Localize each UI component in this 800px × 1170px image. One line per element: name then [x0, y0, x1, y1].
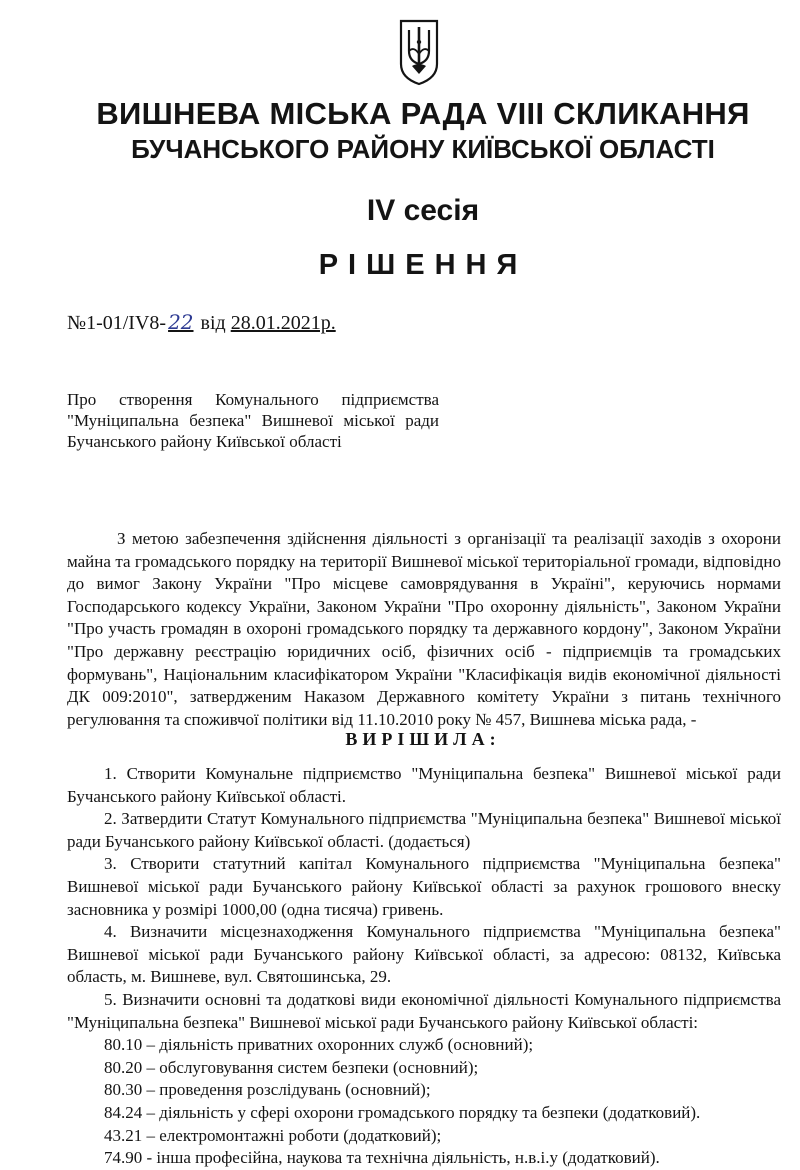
- activity-code-item: 80.30 – проведення розслідувань (основний);: [104, 1080, 431, 1100]
- activity-code-item: 84.24 – діяльність у сфері охорони громадського порядку та безпеки (додатковий).: [104, 1102, 701, 1122]
- decision-item: 4. Визначити місцезнаходження Комунального підприємства "Муніципальна безпека" Вишневої міської ради Бучанського району Київської області, за адресою: 08132, Київська область, м. Вишневе, вул. Святошинська, 29.: [67, 922, 781, 987]
- trident-coat-of-arms-icon: [398, 18, 440, 86]
- decision-subject: Про створення Комунального підприємства "Муніципальна безпека" Вишневої міської ради Бучанського району Київської області: [67, 390, 439, 451]
- handwritten-number: 22: [168, 310, 194, 334]
- activity-code-item: 43.21 – електромонтажні роботи (додатковий);: [104, 1125, 442, 1145]
- council-title: ВИШНЕВА МІСЬКА РАДА VIII СКЛИКАННЯ: [96, 96, 750, 131]
- session-label: IV сесія: [366, 194, 480, 227]
- document-date: 28.01.2021р.: [230, 312, 336, 334]
- decision-title: РІШЕННЯ: [318, 249, 528, 281]
- decision-item: 3. Створити статутний капітал Комунального підприємства "Муніципальна безпека" Вишневої міської ради Бучанського району Київської області за рахунок грошового внеску засновника у розмірі 1000,00 (одна тисяча) гривень.: [67, 854, 781, 919]
- decision-item: 2. Затвердити Статут Комунального підприємства "Муніципальна безпека" Вишневої міської ради Бучанського району Київської області. (додається): [67, 809, 781, 851]
- decision-item: 5. Визначити основні та додаткові види економічної діяльності Комунального підприємства "Муніципальна безпека" Вишневої міської ради Бучанського району Київської області:: [67, 989, 781, 1032]
- preamble-paragraph: З метою забезпечення здійснення діяльності з організації та реалізації заходів з охорони майна та громадського порядку на території Вишневої міської територіальної громади, відповідно до вимог Закону України "Про місцеве самоврядування в Україні", керуючись нормами Господарського кодексу України, Законом України "Про охоронну діяльність", Законом України "Про участь громадян в охороні громадського порядку та державного кордону", Законом України "Про державну реєстрацію юридичних осіб, фізичних осіб - підприємців та громадських формувань", Національним класифікатором України "Класифікація видів економічної діяльності ДК 009:2010", затвердженим Наказом Державного комітету України з питань технічного регулювання та споживчої політики від 11.10.2010 року № 457, Вишнева міська рада, -: [67, 529, 781, 729]
- resolved-heading: ВИРІШИЛА:: [345, 729, 501, 749]
- activity-code-item: 74.90 - інша професійна, наукова та технічна діяльність, н.в.і.у (додатковий).: [104, 1148, 660, 1168]
- decision-items: [67, 763, 781, 1170]
- date-word: від: [200, 312, 226, 334]
- activity-code-item: 80.10 – діяльність приватних охоронних служб (основний);: [104, 1035, 534, 1055]
- document-number-line: [67, 310, 336, 335]
- activity-code-item: 80.20 – обслуговування систем безпеки (основний);: [104, 1057, 479, 1077]
- document-number-prefix: №1-01/IV8-: [67, 312, 167, 334]
- activity-codes-list: [67, 1034, 781, 1170]
- decision-item: 1. Створити Комунальне підприємство "Муніципальна безпека" Вишневої міської ради Бучанського району Київської області.: [67, 764, 781, 806]
- council-subtitle: БУЧАНСЬКОГО РАЙОНУ КИЇВСЬКОЇ ОБЛАСТІ: [131, 134, 715, 164]
